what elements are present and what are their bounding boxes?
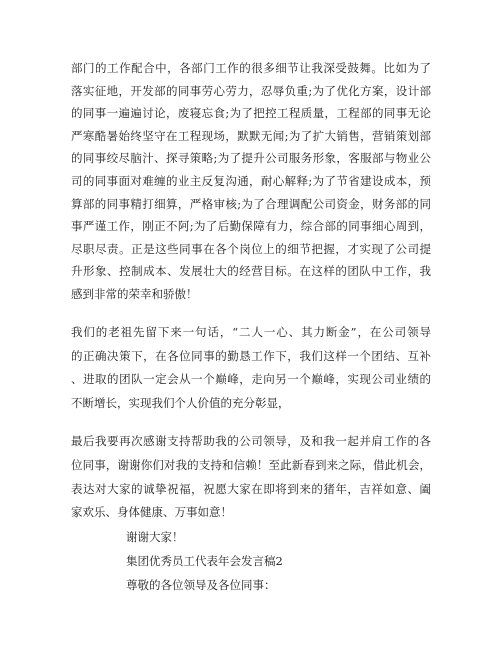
text-line: 我们的老祖先留下来一句话，“二人一心、其力断金”，在公司领导 (71, 325, 431, 339)
text-line: 司的同事面对难缠的业主反复沟通，耐心解释;为了节省建设成本，预 (71, 173, 431, 188)
text-line: 表达对大家的诚挚祝福，祝愿大家在即将到来的猪年，吉祥如意、阖 (71, 481, 431, 496)
paragraph-thanks-wishes (71, 430, 431, 525)
text-line: 的同事绞尽脑汁、探寻策略;为了提升公司服务形象，客服部与物业公 (71, 151, 431, 166)
salutation: 尊敬的各位领导及各位同事： (126, 578, 276, 592)
next-speech-title: 集团优秀员工代表年会发言稿2 (126, 554, 283, 568)
text-line: 不断增长，实现我们个人价值的充分彰显， (71, 396, 290, 411)
text-line: 的同事一遍遍讨论，废寝忘食;为了把控工程质量，工程部的同事无论 (71, 106, 431, 121)
text-line: 感到非常的荣幸和骄傲！ (71, 286, 198, 301)
paragraph-ancestors-saying (71, 321, 431, 416)
closing-thanks: 谢谢大家！ (126, 530, 184, 544)
text-line: 最后我要再次感谢支持帮助我的公司领导，及和我一起并肩工作的各 (71, 434, 431, 448)
text-line: 、进取的团队一定会从一个巅峰，走向另一个巅峰，实现公司业绩的 (71, 372, 431, 387)
text-line: 落实征地，开发部的同事劳心劳力，忍辱负重;为了优化方案，设计部 (71, 83, 431, 98)
text-line: 位同事，谢谢你们对我的支持和信赖！至此新春到来之际，借此机会， (71, 457, 431, 472)
text-line: 家欢乐、身体健康、万事如意！ (71, 505, 232, 520)
text-line: 升形象、控制成本、发展壮大的经营目标。在这样的团队中工作，我 (71, 264, 431, 279)
text-line: 部门的工作配合中，各部门工作的很多细节让我深受鼓舞。比如为了 (71, 61, 431, 75)
text-line: 事严谨工作，刚正不阿;为了后勤保障有力，综合部的同事细心周到， (71, 219, 431, 234)
text-line: 算部的同事精打细算，严格审核;为了合理调配公司资金，财务部的同 (71, 196, 431, 211)
paragraph-teamwork (71, 57, 431, 306)
text-line: 尽职尽责。正是这些同事在各个岗位上的细节把握，才实现了公司提 (71, 241, 431, 256)
text-line: 的正确决策下，在各位同事的勤恳工作下，我们这样一个团结、互补 (71, 348, 431, 363)
text-line: 严寒酷暑始终坚守在工程现场，默默无闻;为了扩大销售，营销策划部 (71, 128, 431, 143)
